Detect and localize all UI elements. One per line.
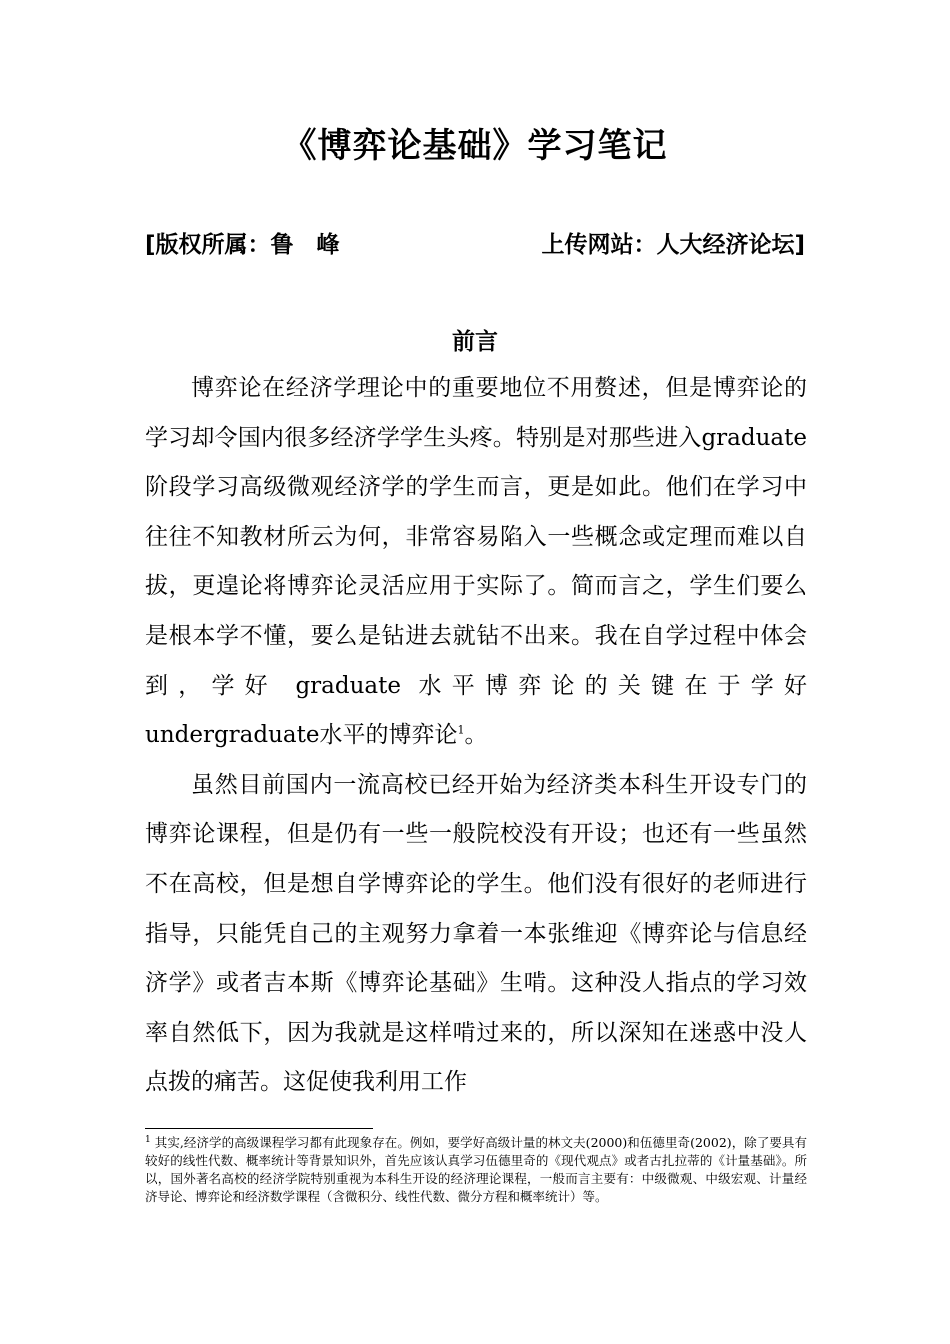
- paragraph-1-text: 博弈论在经济学理论中的重要地位不用赘述，但是博弈论的学习却令国内很多经济学学生头疼。特别是对那些进入graduate阶段学习高级微观经济学的学生而言，更是如此。他们在学习中往往不知教材所云为何，非常容易陷入一些概念或定理而难以自拔，更遑论将博弈论灵活应用于实际了。简而言之，学生们要么是根本学不懂，要么是钻进去就钻不出来。我在自学过程中体会到，学好 graduate 水平博弈论的关键在于学好undergraduate水平的博弈论: [145, 375, 807, 749]
- footnote-number: 1: [145, 1134, 151, 1145]
- document-title: 《博弈论基础》学习笔记: [282, 126, 668, 166]
- body-text: [145, 364, 807, 1108]
- section-heading-preface: 前言: [452, 329, 498, 355]
- paragraph-1-end: 。: [464, 722, 488, 749]
- paragraph-2: 虽然目前国内一流高校已经开始为经济类本科生开设专门的博弈论课程，但是仍有一些一般院校没有开设；也还有一些虽然不在高校，但是想自学博弈论的学生。他们没有很好的老师进行指导，只能凭自己的主观努力拿着一本张维迎《博弈论与信息经济学》或者吉本斯《博弈论基础》生啃。这种没人指点的学习效率自然低下，因为我就是这样啃过来的，所以深知在迷惑中没人点拨的痛苦。这促使我利用工作: [145, 771, 807, 1096]
- copyright-line: [版权所属：鲁 峰: [145, 232, 340, 258]
- footnote-reference[interactable]: 1: [457, 723, 465, 737]
- upload-site-line: 上传网站：人大经济论坛]: [541, 232, 805, 258]
- paragraph-1: [145, 364, 807, 761]
- footnote-separator: [145, 1128, 373, 1129]
- footnote-text: 其实,经济学的高级课程学习都有此现象存在。例如，要学好高级计量的林文夫(2000)和伍德里奇(2002)，除了要具有较好的线性代数、概率统计等背景知识外，首先应该认真学习伍德里奇的《现代观点》或者古扎拉蒂的《计量基础》。所以，国外著名高校的经济学院特别重视为本科生开设的经济理论课程，一般而言主要有：中级微观、中级宏观、计量经济导论、博弈论和经济数学课程（含微积分、线性代数、微分方程和概率统计）等。: [145, 1135, 807, 1204]
- footnote: [145, 1134, 807, 1206]
